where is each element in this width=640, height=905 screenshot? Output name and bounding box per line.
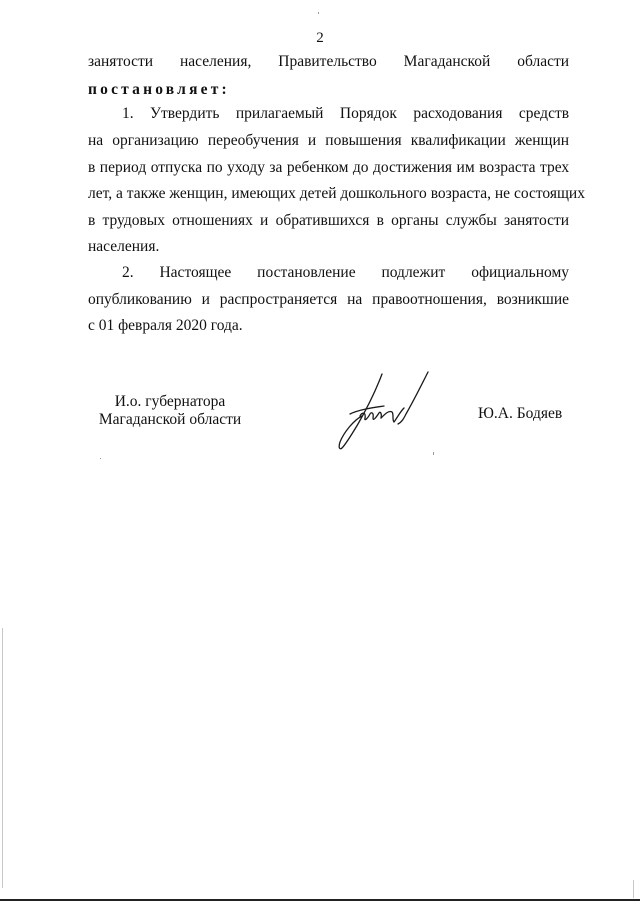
item2-line-2: [88, 290, 569, 310]
item2-word: постановление: [257, 264, 356, 281]
item1-line-5: [88, 211, 569, 231]
item1-word: 1. Утвердить: [122, 105, 220, 122]
item1-word: организацию: [112, 132, 199, 149]
item1-word: в: [376, 212, 384, 229]
scan-speck: [433, 452, 434, 455]
item1-last-line: населения.: [88, 238, 160, 255]
item1-word: трудовых: [102, 212, 165, 229]
item1-word: и: [307, 132, 317, 149]
item1-word: в: [88, 159, 96, 176]
item1-word: обратившихся: [275, 212, 370, 229]
decree-word: постановляет:: [88, 81, 230, 98]
scan-edge-mark: [2, 628, 3, 888]
item1-word: органы: [391, 212, 439, 229]
intro-word: населения,: [180, 53, 252, 70]
item1-word: до: [352, 159, 369, 176]
item1-line-1: [122, 104, 569, 124]
item2-word: опубликованию: [88, 291, 192, 308]
intro-word: Правительство: [278, 53, 377, 70]
item1-word: возраста: [479, 159, 536, 176]
item1-line-2: [88, 131, 569, 151]
handwritten-signature-icon: [332, 368, 436, 459]
signer-position-line2: Магаданской области: [98, 411, 242, 428]
item2-word: распространяется: [219, 291, 338, 308]
item1-word: в: [88, 212, 96, 229]
item1-word: дошкольного: [340, 185, 427, 202]
item1-word: трех: [540, 159, 570, 176]
item1-word: состоящих: [513, 185, 585, 202]
item1-word: лет,: [88, 185, 113, 202]
item1-word: расходования: [413, 105, 503, 122]
item2-word: 2. Настоящее: [122, 264, 232, 281]
item1-word: средств: [518, 105, 570, 122]
item2-word: и: [201, 291, 210, 308]
item1-word: повышения: [325, 132, 402, 149]
scan-speck: [318, 12, 319, 14]
item1-word: отношениях: [172, 212, 253, 229]
signer-name: Ю.А. Бодяев: [478, 405, 563, 422]
item1-word: уходу: [227, 159, 265, 176]
item2-word: подлежит: [381, 264, 446, 281]
item2-word: официальному: [471, 264, 570, 281]
item1-word: женщин: [514, 132, 570, 149]
item1-word: имеющих: [231, 185, 296, 202]
item2-last-line: с 01 февраля 2020 года.: [88, 317, 243, 334]
item1-word: занятости: [503, 212, 570, 229]
item1-word: детей: [299, 185, 337, 202]
item1-word: на: [88, 132, 104, 149]
page-bottom-edge: [0, 899, 640, 901]
item1-word: по: [206, 159, 223, 176]
item1-word: прилагаемый: [235, 105, 324, 122]
item1-word: отпуска: [150, 159, 203, 176]
item1-word: также: [126, 185, 166, 202]
item1-word: женщин,: [169, 185, 228, 202]
item1-word: квалификации: [410, 132, 506, 149]
item1-word: Порядок: [339, 105, 397, 122]
item2-word: правоотношения,: [372, 291, 487, 308]
item1-line-3: [88, 158, 569, 178]
item2-word: на: [347, 291, 363, 308]
item1-word: ребенком: [286, 159, 349, 176]
item1-word: им: [456, 159, 475, 176]
signer-position-line1: И.о. губернатора: [114, 393, 226, 410]
item1-word: и: [260, 212, 269, 229]
item1-line-4: [88, 184, 585, 204]
item1-word: а: [115, 185, 123, 202]
item1-word: не: [494, 185, 511, 202]
item1-word: период: [99, 159, 147, 176]
intro-word: Магаданской: [403, 53, 491, 70]
item1-word: за: [269, 159, 283, 176]
intro-word: занятости: [88, 53, 154, 70]
item1-word: достижения: [372, 159, 453, 176]
item2-word: возникшие: [496, 291, 570, 308]
intro-word: области: [517, 53, 570, 70]
scan-speck: [100, 458, 101, 459]
item1-word: службы: [445, 212, 497, 229]
intro-line: [88, 52, 569, 72]
scan-edge-mark: [633, 880, 634, 898]
item1-word: возраста,: [430, 185, 491, 202]
item2-line-1: [122, 263, 569, 283]
page-number: 2: [316, 30, 324, 46]
item1-word: переобучения: [207, 132, 299, 149]
